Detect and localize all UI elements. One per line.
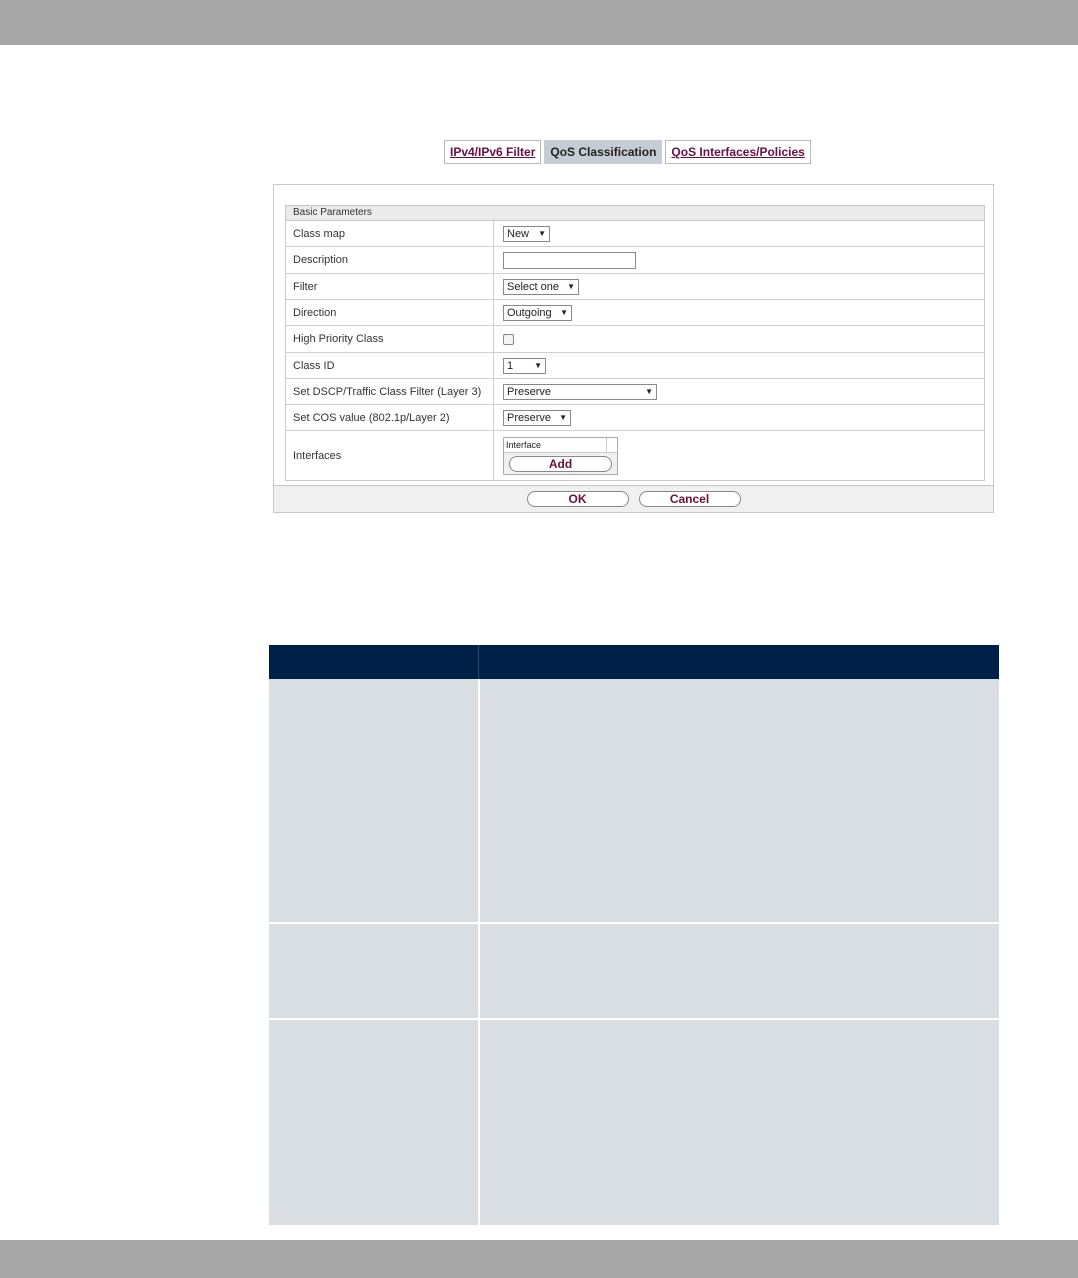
description-input[interactable] bbox=[503, 252, 636, 269]
interface-column-header bbox=[504, 438, 617, 453]
filter-value: Select one bbox=[507, 280, 559, 293]
direction-label: Direction bbox=[286, 300, 494, 325]
cos-row bbox=[286, 405, 984, 431]
triangle-down-icon: ▼ bbox=[645, 386, 653, 396]
tab-qos-interfaces-policies[interactable]: QoS Interfaces/Policies bbox=[665, 140, 810, 164]
table-cell bbox=[269, 679, 480, 922]
class-id-value: 1 bbox=[507, 359, 514, 372]
table-cell bbox=[480, 679, 999, 922]
table-header-cell bbox=[479, 645, 999, 679]
interfaces-row bbox=[286, 431, 984, 480]
qos-classification-panel bbox=[273, 184, 994, 513]
class-id-label: Class ID bbox=[286, 353, 494, 378]
high-priority-checkbox[interactable] bbox=[503, 334, 514, 345]
table-row bbox=[269, 1020, 999, 1225]
section-title: Basic Parameters bbox=[286, 206, 984, 221]
direction-select[interactable] bbox=[503, 305, 572, 321]
dscp-row bbox=[286, 379, 984, 405]
panel-footer bbox=[274, 485, 993, 512]
class-id-select[interactable] bbox=[503, 358, 546, 374]
class-map-row bbox=[286, 221, 984, 247]
interfaces-label: Interfaces bbox=[286, 431, 494, 480]
table-header-row bbox=[269, 645, 999, 679]
table-row bbox=[269, 679, 999, 924]
top-band bbox=[0, 0, 1078, 45]
triangle-down-icon: ▼ bbox=[567, 281, 575, 291]
triangle-down-icon: ▼ bbox=[538, 228, 546, 238]
table-cell bbox=[269, 1020, 480, 1225]
table-cell bbox=[269, 924, 480, 1018]
high-priority-row bbox=[286, 326, 984, 353]
table-cell bbox=[480, 924, 999, 1018]
description-label: Description bbox=[286, 247, 494, 273]
tab-bar bbox=[444, 140, 811, 164]
column-divider bbox=[606, 438, 607, 452]
triangle-down-icon: ▼ bbox=[560, 307, 568, 317]
dscp-value: Preserve bbox=[507, 385, 552, 398]
filter-select[interactable] bbox=[503, 279, 579, 295]
cos-label: Set COS value (802.1p/Layer 2) bbox=[286, 405, 494, 430]
class-id-row bbox=[286, 353, 984, 379]
description-row bbox=[286, 247, 984, 274]
class-map-select[interactable] bbox=[503, 226, 550, 242]
dscp-select[interactable] bbox=[503, 384, 657, 400]
table-header-cell bbox=[269, 645, 479, 679]
tab-qos-classification[interactable]: QoS Classification bbox=[544, 140, 662, 164]
field-reference-table bbox=[269, 645, 999, 1225]
ok-button[interactable]: OK bbox=[527, 491, 629, 507]
table-row bbox=[269, 924, 999, 1020]
cos-value: Preserve bbox=[507, 411, 552, 424]
direction-value: Outgoing bbox=[507, 306, 552, 319]
bottom-band bbox=[0, 1240, 1078, 1278]
triangle-down-icon: ▼ bbox=[559, 412, 567, 422]
cos-select[interactable] bbox=[503, 410, 571, 426]
filter-row bbox=[286, 274, 984, 300]
high-priority-label: High Priority Class bbox=[286, 326, 494, 352]
class-map-label: Class map bbox=[286, 221, 494, 246]
direction-row bbox=[286, 300, 984, 326]
triangle-down-icon: ▼ bbox=[534, 360, 542, 370]
tab-ipv4-ipv6-filter[interactable]: IPv4/IPv6 Filter bbox=[444, 140, 541, 164]
basic-parameters-group bbox=[285, 205, 985, 481]
dscp-label: Set DSCP/Traffic Class Filter (Layer 3) bbox=[286, 379, 494, 404]
add-interface-button[interactable]: Add bbox=[509, 456, 612, 472]
class-map-value: New bbox=[507, 227, 530, 240]
filter-label: Filter bbox=[286, 274, 494, 299]
cancel-button[interactable]: Cancel bbox=[639, 491, 741, 507]
table-cell bbox=[480, 1020, 999, 1225]
interfaces-table bbox=[503, 437, 618, 475]
interface-column-label: Interface bbox=[506, 439, 542, 450]
